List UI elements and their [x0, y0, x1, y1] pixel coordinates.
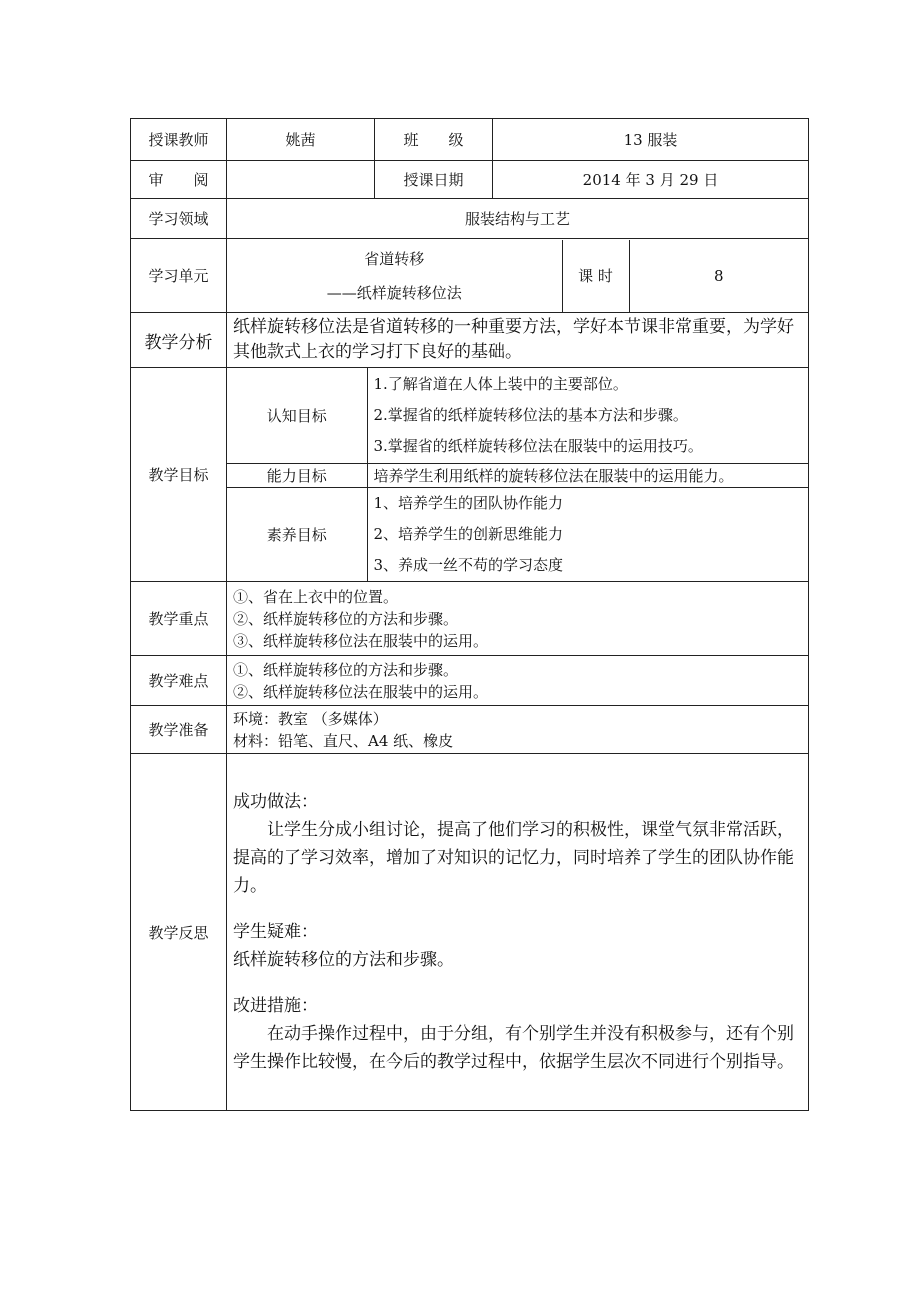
key-points-row	[131, 582, 809, 656]
teacher-label: 授课教师	[131, 119, 227, 161]
key-points-label: 教学重点	[131, 582, 227, 656]
reflection-row	[131, 754, 809, 1111]
difficulty-text: 纸样旋转移位的方法和步骤。	[233, 950, 454, 970]
preparation-row	[131, 706, 809, 754]
teacher-row	[131, 119, 809, 161]
cognitive-item: 2.掌握省的纸样旋转移位法的基本方法和步骤。	[373, 405, 688, 424]
preparation-label: 教学准备	[131, 706, 227, 754]
improve-text: 在动手操作过程中，由于分组，有个别学生并没有积极参与，还有个别学生操作比较慢，在今后的教学过程中，依据学生层次不同进行个别指导。	[233, 1024, 794, 1072]
quality-item: 2、培养学生的创新思维能力	[373, 524, 564, 543]
key-point-item: ③、纸样旋转移位法在服装中的运用。	[233, 631, 489, 650]
unit-title: 省道转移	[364, 249, 425, 268]
domain-label: 学习领域	[131, 199, 227, 239]
review-row	[131, 161, 809, 199]
quality-item: 1、培养学生的团队协作能力	[373, 493, 564, 512]
difficulty-item: ②、纸样旋转移位法在服装中的运用。	[233, 682, 489, 701]
difficulties-items	[227, 656, 809, 706]
objectives-inner-table	[227, 368, 808, 581]
review-value	[227, 161, 375, 199]
cognitive-items	[367, 368, 808, 463]
quality-items	[367, 487, 808, 581]
key-point-item: ②、纸样旋转移位的方法和步骤。	[233, 609, 459, 628]
preparation-item: 材料：铅笔、直尺、A4 纸、橡皮	[233, 731, 454, 750]
quality-label: 素养目标	[227, 487, 367, 581]
cognitive-item: 1.了解省道在人体上装中的主要部位。	[373, 374, 628, 393]
objectives-cell	[227, 368, 809, 582]
preparation-items	[227, 706, 809, 754]
difficulties-row	[131, 656, 809, 706]
analysis-label: 教学分析	[131, 313, 227, 368]
quality-item: 3、养成一丝不苟的学习态度	[373, 555, 564, 574]
class-label: 班 级	[375, 119, 493, 161]
success-text: 让学生分成小组讨论，提高了他们学习的积极性，课堂气氛非常活跃，提高的了学习效率，增加了对知识的记忆力，同时培养了学生的团队协作能力。	[233, 820, 794, 896]
objectives-row	[131, 368, 809, 582]
unit-subtitle: ——纸样旋转移位法	[326, 283, 462, 302]
success-heading: 成功做法：	[233, 792, 318, 812]
ability-text: 培养学生利用纸样的旋转移位法在服装中的运用能力。	[367, 463, 808, 487]
difficulties-label: 教学难点	[131, 656, 227, 706]
lesson-plan-table	[130, 118, 809, 1111]
key-point-item: ①、省在上衣中的位置。	[233, 587, 399, 606]
objectives-label: 教学目标	[131, 368, 227, 582]
improve-heading: 改进措施：	[233, 996, 318, 1016]
domain-row	[131, 199, 809, 239]
hours-label: 课 时	[562, 240, 629, 312]
date-label: 授课日期	[375, 161, 493, 199]
unit-cell	[227, 239, 809, 313]
domain-value: 服装结构与工艺	[227, 199, 809, 239]
hours-value: 8	[713, 266, 724, 285]
ability-label: 能力目标	[227, 463, 367, 487]
class-value: 13 服装	[493, 119, 809, 161]
unit-label: 学习单元	[131, 239, 227, 313]
difficulty-item: ①、纸样旋转移位的方法和步骤。	[233, 660, 459, 679]
cognitive-label: 认知目标	[227, 368, 367, 463]
analysis-row	[131, 313, 809, 368]
date-value: 2014 年 3 月 29 日	[493, 161, 809, 199]
cognitive-item: 3.掌握省的纸样旋转移位法在服装中的运用技巧。	[373, 436, 703, 455]
reflection-label: 教学反思	[131, 754, 227, 1111]
analysis-text: 纸样旋转移位法是省道转移的一种重要方法，学好本节课非常重要，为学好其他款式上衣的学习打下良好的基础。	[227, 313, 809, 368]
unit-title-cell	[227, 240, 562, 312]
teacher-name: 姚茜	[227, 119, 375, 161]
preparation-item: 环境：教室 （多媒体）	[233, 709, 388, 728]
unit-inner-table	[227, 240, 808, 312]
key-points-items	[227, 582, 809, 656]
difficulty-heading: 学生疑难：	[233, 922, 318, 942]
unit-row	[131, 239, 809, 313]
reflection-content	[227, 754, 809, 1111]
review-label: 审 阅	[131, 161, 227, 199]
